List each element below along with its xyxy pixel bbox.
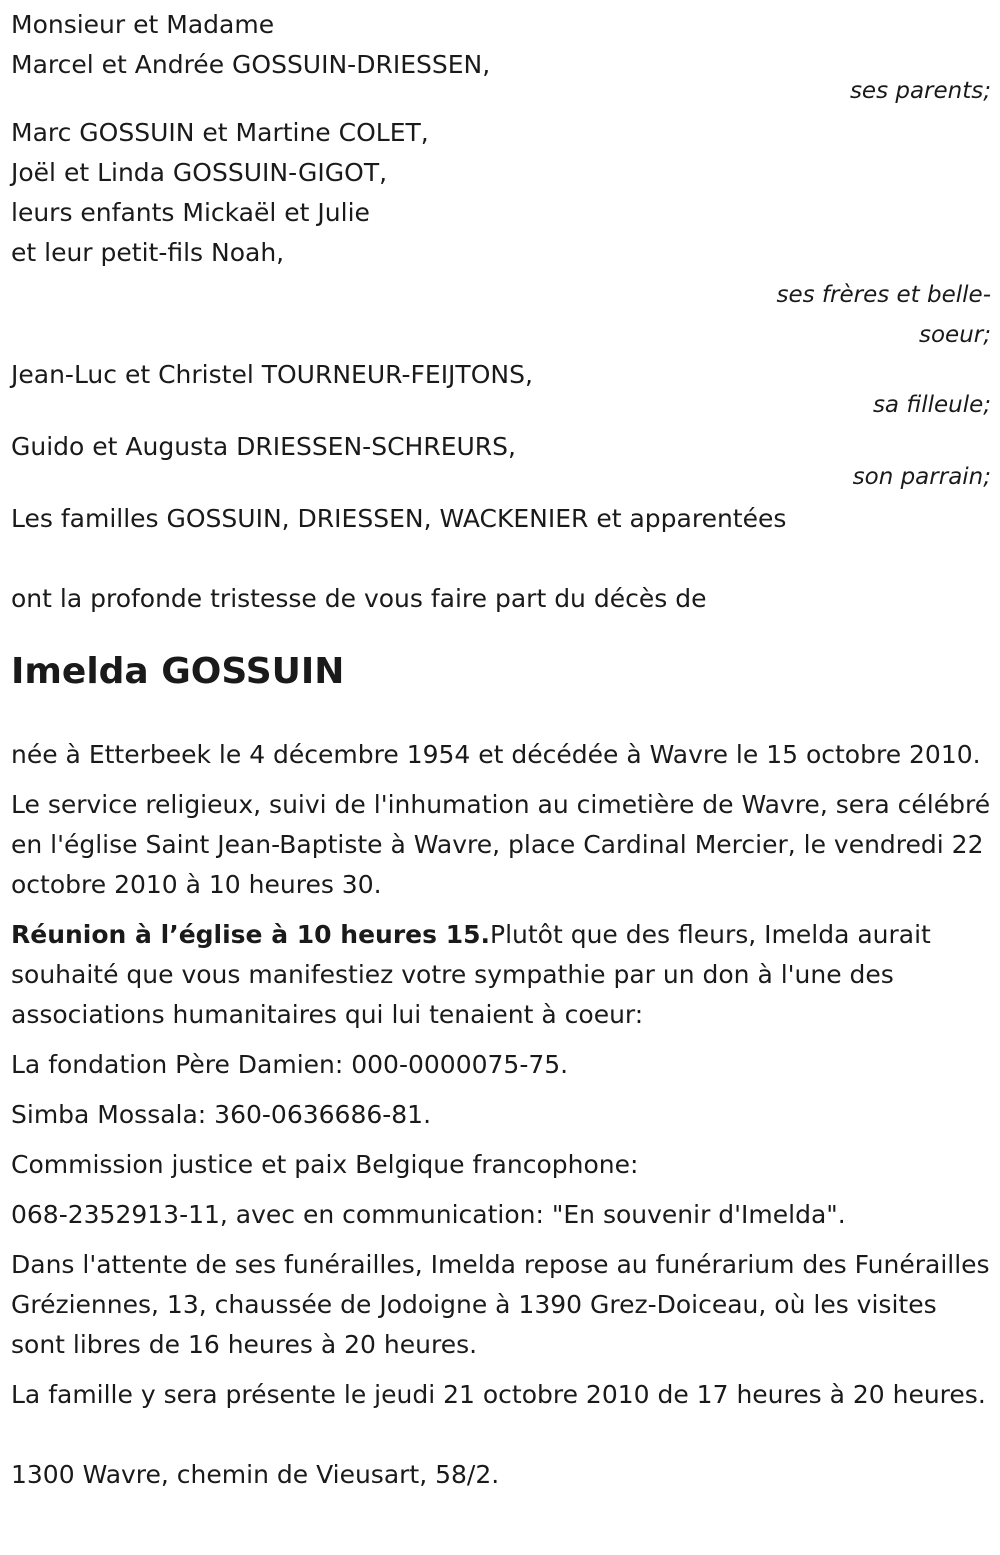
siblings-block xyxy=(11,113,991,355)
parents-role: ses parents; xyxy=(849,78,991,104)
goddaughter-role: sa filleule; xyxy=(872,392,991,418)
parents-line-1: Monsieur et Madame xyxy=(11,10,275,39)
siblings-line-1: Marc GOSSUIN et Martine COLET, xyxy=(11,118,429,147)
godfather-role: son parrain; xyxy=(852,464,991,490)
deceased-name: Imelda GOSSUIN xyxy=(11,651,345,692)
family-presence-paragraph: La famille y sera présente le jeudi 21 octobre 2010 de 17 heures à 20 heures. xyxy=(11,1380,986,1409)
donation-commission-account: 068-2352913-11, avec en communication: "En souvenir d'Imelda". xyxy=(11,1200,846,1229)
goddaughter-block xyxy=(11,355,991,417)
donation-damien: La fondation Père Damien: 000-0000075-75. xyxy=(11,1050,569,1079)
service-paragraph: Le service religieux, suivi de l'inhumation au cimetière de Wavre, sera célébré en l'église Saint Jean-Baptiste à Wavre, place Cardinal Mercier, le vendredi 22 octobre 2010 à 10 heures 30. xyxy=(11,790,991,899)
birth-death-paragraph: née à Etterbeek le 4 décembre 1954 et décédée à Wavre le 15 octobre 2010. xyxy=(11,740,981,769)
donation-simba: Simba Mossala: 360-0636686-81. xyxy=(11,1100,432,1129)
funerarium-paragraph: Dans l'attente de ses funérailles, Imelda repose au funérarium des Funérailles Gréziennes, 13, chaussée de Jodoigne à 1390 Grez-Doiceau, où les visites sont libres de 16 heures à 20 heures. xyxy=(11,1250,990,1359)
siblings-role-line-2: soeur; xyxy=(919,322,991,348)
siblings-line-3: leurs enfants Mickaël et Julie xyxy=(11,198,370,227)
parents-block xyxy=(11,5,991,103)
siblings-role-line-1: ses frères et belle- xyxy=(776,282,991,308)
goddaughter-line: Jean-Luc et Christel TOURNEUR-FEIJTONS, xyxy=(11,360,533,389)
meeting-time-bold: Réunion à l’église à 10 heures 15. xyxy=(11,920,490,949)
address-line: 1300 Wavre, chemin de Vieusart, 58/2. xyxy=(11,1460,500,1489)
meeting-donation-paragraph xyxy=(11,915,991,1035)
godfather-block xyxy=(11,427,991,489)
donation-intro: Plutôt que des fleurs, Imelda aurait souhaité que vous manifestiez votre sympathie par un don à l'une des associations humanitaires qui lui tenaient à coeur: xyxy=(11,920,931,1029)
parents-line-2: Marcel et Andrée GOSSUIN-DRIESSEN, xyxy=(11,50,491,79)
families-line: Les familles GOSSUIN, DRIESSEN, WACKENIER et apparentées xyxy=(11,504,787,533)
siblings-line-2: Joël et Linda GOSSUIN-GIGOT, xyxy=(11,158,388,187)
announcement-line: ont la profonde tristesse de vous faire part du décès de xyxy=(11,584,707,613)
godfather-line: Guido et Augusta DRIESSEN-SCHREURS, xyxy=(11,432,516,461)
siblings-line-4: et leur petit-fils Noah, xyxy=(11,238,285,267)
donation-commission-name: Commission justice et paix Belgique francophone: xyxy=(11,1150,639,1179)
obituary-notice xyxy=(11,5,991,1495)
